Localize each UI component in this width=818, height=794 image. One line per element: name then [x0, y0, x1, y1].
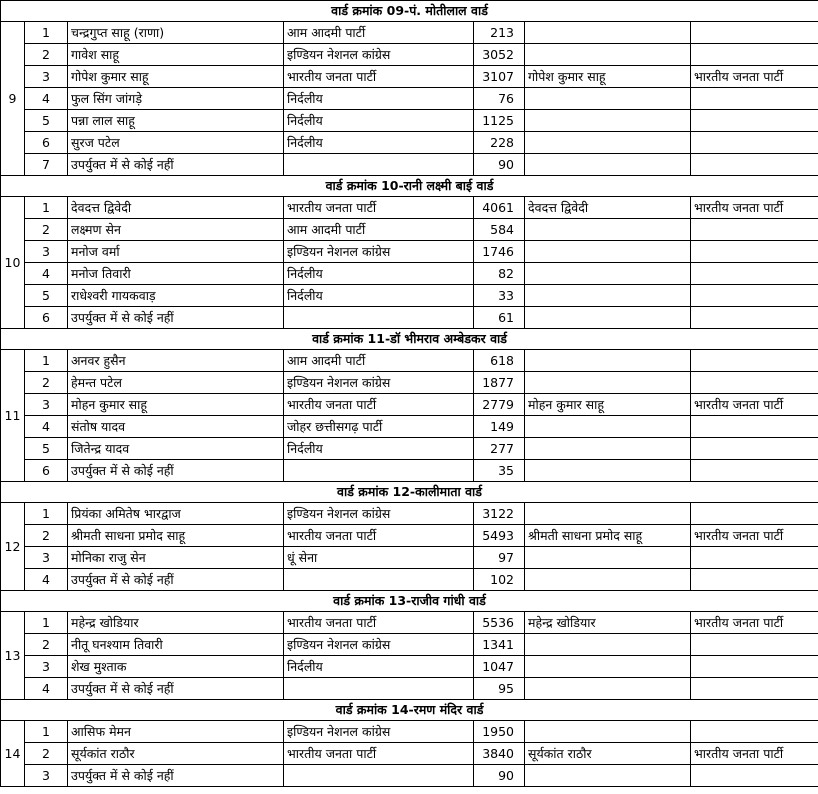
vote-count: 3052 — [474, 44, 525, 66]
vote-count: 2779 — [474, 394, 525, 416]
candidate-name: उपर्युक्त में से कोई नहीं — [68, 154, 284, 176]
ward-heading: वार्ड क्रमांक 14-रमण मंदिर वार्ड — [1, 700, 818, 721]
candidate-party: निर्दलीय — [284, 110, 474, 132]
candidate-party: भारतीय जनता पार्टी — [284, 197, 474, 219]
vote-count: 213 — [474, 22, 525, 44]
winner-name — [525, 88, 691, 110]
candidate-party: इण्डियन नेशनल कांग्रेस — [284, 503, 474, 525]
ward-header-row — [1, 329, 818, 350]
ward-header-row — [1, 482, 818, 503]
winner-party — [691, 241, 818, 263]
ward-number: 10 — [1, 197, 25, 329]
serial-number: 4 — [25, 88, 68, 110]
winner-party — [691, 44, 818, 66]
winner-party — [691, 678, 818, 700]
winner-name — [525, 22, 691, 44]
serial-number: 1 — [25, 22, 68, 44]
vote-count: 61 — [474, 307, 525, 329]
candidate-party: निर्दलीय — [284, 263, 474, 285]
candidate-party — [284, 569, 474, 591]
winner-name — [525, 307, 691, 329]
winner-name — [525, 372, 691, 394]
serial-number: 7 — [25, 154, 68, 176]
table-row — [1, 612, 818, 634]
table-row — [1, 416, 818, 438]
serial-number: 6 — [25, 307, 68, 329]
table-row — [1, 372, 818, 394]
ward-header-row — [1, 1, 818, 22]
winner-party — [691, 656, 818, 678]
winner-name — [525, 350, 691, 372]
serial-number: 2 — [25, 44, 68, 66]
serial-number: 1 — [25, 197, 68, 219]
table-row — [1, 263, 818, 285]
candidate-party: भारतीय जनता पार्टी — [284, 525, 474, 547]
vote-count: 1950 — [474, 721, 525, 743]
candidate-name: लक्ष्मण सेन — [68, 219, 284, 241]
serial-number: 3 — [25, 547, 68, 569]
table-row — [1, 438, 818, 460]
ward-heading: वार्ड क्रमांक 09-पं. मोतीलाल वार्ड — [1, 1, 818, 22]
table-row — [1, 503, 818, 525]
vote-count: 76 — [474, 88, 525, 110]
winner-party — [691, 350, 818, 372]
winner-party: भारतीय जनता पार्टी — [691, 394, 818, 416]
winner-name — [525, 656, 691, 678]
winner-party: भारतीय जनता पार्टी — [691, 612, 818, 634]
winner-name — [525, 132, 691, 154]
candidate-party: भारतीय जनता पार्टी — [284, 612, 474, 634]
candidate-party: इण्डियन नेशनल कांग्रेस — [284, 634, 474, 656]
winner-name — [525, 503, 691, 525]
winner-party — [691, 263, 818, 285]
winner-party — [691, 547, 818, 569]
winner-name — [525, 569, 691, 591]
candidate-name: मोहन कुमार साहू — [68, 394, 284, 416]
vote-count: 33 — [474, 285, 525, 307]
table-row — [1, 678, 818, 700]
serial-number: 3 — [25, 394, 68, 416]
candidate-party: निर्दलीय — [284, 656, 474, 678]
serial-number: 1 — [25, 503, 68, 525]
winner-party: भारतीय जनता पार्टी — [691, 66, 818, 88]
candidate-name: मनोज तिवारी — [68, 263, 284, 285]
vote-count: 90 — [474, 765, 525, 787]
vote-count: 1746 — [474, 241, 525, 263]
ward-heading: वार्ड क्रमांक 13-राजीव गांधी वार्ड — [1, 591, 818, 612]
winner-party — [691, 503, 818, 525]
ward-results-body — [1, 1, 818, 787]
winner-party — [691, 110, 818, 132]
candidate-name: फुल सिंग जांगड़े — [68, 88, 284, 110]
winner-name — [525, 438, 691, 460]
winner-party — [691, 634, 818, 656]
vote-count: 35 — [474, 460, 525, 482]
serial-number: 3 — [25, 241, 68, 263]
candidate-name: गोपेश कुमार साहू — [68, 66, 284, 88]
serial-number: 2 — [25, 525, 68, 547]
candidate-name: सुरज पटेल — [68, 132, 284, 154]
vote-count: 618 — [474, 350, 525, 372]
vote-count: 228 — [474, 132, 525, 154]
winner-party — [691, 154, 818, 176]
serial-number: 4 — [25, 678, 68, 700]
winner-party — [691, 307, 818, 329]
serial-number: 1 — [25, 612, 68, 634]
candidate-party: इण्डियन नेशनल कांग्रेस — [284, 241, 474, 263]
winner-name — [525, 44, 691, 66]
vote-count: 97 — [474, 547, 525, 569]
candidate-name: आसिफ मेमन — [68, 721, 284, 743]
table-row — [1, 44, 818, 66]
winner-name — [525, 678, 691, 700]
table-row — [1, 219, 818, 241]
serial-number: 3 — [25, 656, 68, 678]
serial-number: 2 — [25, 634, 68, 656]
candidate-name: देवदत्त द्विवेदी — [68, 197, 284, 219]
candidate-name: उपर्युक्त में से कोई नहीं — [68, 678, 284, 700]
winner-party: भारतीय जनता पार्टी — [691, 743, 818, 765]
winner-name — [525, 547, 691, 569]
candidate-party — [284, 460, 474, 482]
vote-count: 584 — [474, 219, 525, 241]
serial-number: 4 — [25, 416, 68, 438]
winner-party — [691, 569, 818, 591]
table-row — [1, 350, 818, 372]
ward-header-row — [1, 176, 818, 197]
ward-number: 14 — [1, 721, 25, 787]
candidate-name: अनवर हुसैन — [68, 350, 284, 372]
ward-number: 11 — [1, 350, 25, 482]
table-row — [1, 743, 818, 765]
candidate-party: भारतीय जनता पार्टी — [284, 66, 474, 88]
vote-count: 90 — [474, 154, 525, 176]
winner-name: देवदत्त द्विवेदी — [525, 197, 691, 219]
candidate-name: शेख मुश्ताक — [68, 656, 284, 678]
winner-party — [691, 88, 818, 110]
serial-number: 5 — [25, 110, 68, 132]
candidate-party: भारतीय जनता पार्टी — [284, 743, 474, 765]
vote-count: 3840 — [474, 743, 525, 765]
candidate-name: हेमन्त पटेल — [68, 372, 284, 394]
table-row — [1, 307, 818, 329]
serial-number: 2 — [25, 219, 68, 241]
candidate-name: उपर्युक्त में से कोई नहीं — [68, 765, 284, 787]
vote-count: 1877 — [474, 372, 525, 394]
table-row — [1, 634, 818, 656]
ward-heading: वार्ड क्रमांक 10-रानी लक्ष्मी बाई वार्ड — [1, 176, 818, 197]
candidate-party: आम आदमी पार्टी — [284, 219, 474, 241]
candidate-name: पन्ना लाल साहू — [68, 110, 284, 132]
winner-party — [691, 285, 818, 307]
table-row — [1, 547, 818, 569]
ward-number: 13 — [1, 612, 25, 700]
candidate-party: निर्दलीय — [284, 285, 474, 307]
ward-number: 12 — [1, 503, 25, 591]
table-row — [1, 22, 818, 44]
vote-count: 149 — [474, 416, 525, 438]
ward-heading: वार्ड क्रमांक 12-कालीमाता वार्ड — [1, 482, 818, 503]
winner-name: महेन्द्र खोडियार — [525, 612, 691, 634]
winner-name — [525, 460, 691, 482]
winner-name — [525, 154, 691, 176]
table-row — [1, 66, 818, 88]
candidate-name: गावेश साहू — [68, 44, 284, 66]
candidate-name: श्रीमती साधना प्रमोद साहू — [68, 525, 284, 547]
winner-party — [691, 721, 818, 743]
candidate-party: निर्दलीय — [284, 88, 474, 110]
vote-count: 3122 — [474, 503, 525, 525]
serial-number: 4 — [25, 569, 68, 591]
winner-party — [691, 372, 818, 394]
table-row — [1, 460, 818, 482]
table-row — [1, 285, 818, 307]
winner-name: सूर्यकांत राठौर — [525, 743, 691, 765]
table-row — [1, 197, 818, 219]
candidate-name: नीतू घनश्याम तिवारी — [68, 634, 284, 656]
ward-header-row — [1, 591, 818, 612]
serial-number: 3 — [25, 66, 68, 88]
candidate-party: निर्दलीय — [284, 438, 474, 460]
candidate-party: आम आदमी पार्टी — [284, 22, 474, 44]
winner-name — [525, 219, 691, 241]
ward-heading: वार्ड क्रमांक 11-डॉ भीमराव अम्बेडकर वार्ड — [1, 329, 818, 350]
candidate-party: आम आदमी पार्टी — [284, 350, 474, 372]
winner-party — [691, 416, 818, 438]
candidate-party — [284, 765, 474, 787]
candidate-party: इण्डियन नेशनल कांग्रेस — [284, 372, 474, 394]
table-row — [1, 110, 818, 132]
serial-number: 6 — [25, 132, 68, 154]
candidate-party: इण्डियन नेशनल कांग्रेस — [284, 721, 474, 743]
vote-count: 1341 — [474, 634, 525, 656]
candidate-name: उपर्युक्त में से कोई नहीं — [68, 307, 284, 329]
candidate-name: चन्द्रगुप्त साहू (राणा) — [68, 22, 284, 44]
serial-number: 1 — [25, 350, 68, 372]
table-row — [1, 132, 818, 154]
candidate-party: इण्डियन नेशनल कांग्रेस — [284, 44, 474, 66]
vote-count: 5493 — [474, 525, 525, 547]
candidate-name: संतोष यादव — [68, 416, 284, 438]
candidate-party — [284, 307, 474, 329]
serial-number: 5 — [25, 438, 68, 460]
vote-count: 4061 — [474, 197, 525, 219]
vote-count: 102 — [474, 569, 525, 591]
winner-party — [691, 438, 818, 460]
serial-number: 1 — [25, 721, 68, 743]
table-row — [1, 394, 818, 416]
candidate-name: महेन्द्र खोडियार — [68, 612, 284, 634]
table-row — [1, 765, 818, 787]
ward-number: 9 — [1, 22, 25, 176]
winner-name — [525, 285, 691, 307]
serial-number: 6 — [25, 460, 68, 482]
winner-name — [525, 110, 691, 132]
table-row — [1, 154, 818, 176]
table-row — [1, 721, 818, 743]
candidate-name: उपर्युक्त में से कोई नहीं — [68, 569, 284, 591]
winner-name: गोपेश कुमार साहू — [525, 66, 691, 88]
winner-party — [691, 219, 818, 241]
table-row — [1, 88, 818, 110]
candidate-name: जितेन्द्र यादव — [68, 438, 284, 460]
vote-count: 82 — [474, 263, 525, 285]
candidate-name: मोनिका राजु सेन — [68, 547, 284, 569]
serial-number: 2 — [25, 743, 68, 765]
winner-party — [691, 765, 818, 787]
winner-name — [525, 241, 691, 263]
winner-name — [525, 765, 691, 787]
vote-count: 1125 — [474, 110, 525, 132]
serial-number: 4 — [25, 263, 68, 285]
table-row — [1, 569, 818, 591]
candidate-party: निर्दलीय — [284, 132, 474, 154]
winner-name — [525, 416, 691, 438]
candidate-name: मनोज वर्मा — [68, 241, 284, 263]
winner-party — [691, 460, 818, 482]
vote-count: 277 — [474, 438, 525, 460]
winner-name — [525, 721, 691, 743]
winner-name — [525, 263, 691, 285]
candidate-name: प्रियंका अमितेष भारद्वाज — [68, 503, 284, 525]
candidate-name: सूर्यकांत राठौर — [68, 743, 284, 765]
candidate-party: धूं सेना — [284, 547, 474, 569]
vote-count: 5536 — [474, 612, 525, 634]
candidate-party — [284, 154, 474, 176]
table-row — [1, 525, 818, 547]
candidate-party: जोहर छत्तीसगढ़ पार्टी — [284, 416, 474, 438]
vote-count: 1047 — [474, 656, 525, 678]
vote-count: 3107 — [474, 66, 525, 88]
ward-header-row — [1, 700, 818, 721]
serial-number: 3 — [25, 765, 68, 787]
winner-party: भारतीय जनता पार्टी — [691, 197, 818, 219]
winner-party — [691, 132, 818, 154]
vote-count: 95 — [474, 678, 525, 700]
winner-name — [525, 634, 691, 656]
table-row — [1, 656, 818, 678]
winner-party: भारतीय जनता पार्टी — [691, 525, 818, 547]
serial-number: 5 — [25, 285, 68, 307]
winner-name: श्रीमती साधना प्रमोद साहू — [525, 525, 691, 547]
serial-number: 2 — [25, 372, 68, 394]
winner-party — [691, 22, 818, 44]
candidate-party — [284, 678, 474, 700]
table-row — [1, 241, 818, 263]
candidate-name: राधेश्वरी गायकवाड़ — [68, 285, 284, 307]
winner-name: मोहन कुमार साहू — [525, 394, 691, 416]
candidate-name: उपर्युक्त में से कोई नहीं — [68, 460, 284, 482]
candidate-party: भारतीय जनता पार्टी — [284, 394, 474, 416]
